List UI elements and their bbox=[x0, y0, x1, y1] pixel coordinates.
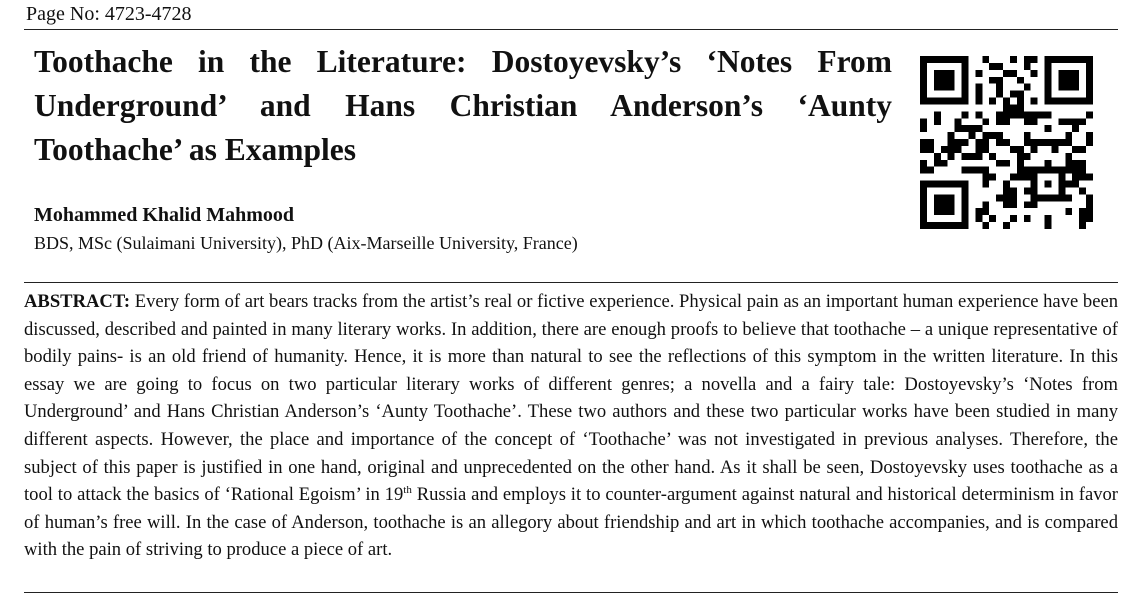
paper-title: Toothache in the Literature: Dostoyevsky’s ‘Notes From Underground’ and Hans Christian Anderson’s ‘Aunty Toothache’ as Examples bbox=[34, 44, 892, 167]
abstract-text bbox=[24, 283, 1118, 564]
abstract-label: ABSTRACT: bbox=[24, 291, 131, 312]
abstract-body-part2: Russia and employs it to counter-argument against natural and historical determinism in favor of human’s free will. In the case of Anderson, toothache is an allegory about friendship and art in which toothache accompanies, and is compared with the pain of striving to produce a piece of art. bbox=[24, 484, 1118, 561]
abstract-body-part1: Every form of art bears tracks from the artist’s real or fictive experience. Physical pain as an important human experience have been discussed, described and painted in many literary works. In addition, there are enough proofs to believe that toothache – a unique representative of bodily pains- is an old friend of humanity. Hence, it is more than natural to see the reflections of this symptom in the written literature. In this essay we are going to focus on two particular literary works of different genres; a novella and a fairy tale: Dostoyevsky’s ‘Notes from Underground’ and Hans Christian Anderson’s ‘Aunty Toothache’. These two authors and these two particular works have been studied in many different aspects. However, the place and importance of the concept of ‘Toothache’ was not investigated in previous analyses. Therefore, the subject of this paper is justified in one hand, original and unprecedented on the other hand. As it shall be seen, Dostoyevsky uses toothache as a tool to attack the basics of ‘Rational Egoism’ in 19 bbox=[24, 291, 1118, 506]
author-name: Mohammed Khalid Mahmood bbox=[34, 204, 295, 226]
page-number: Page No: 4723-4728 bbox=[26, 3, 192, 25]
abstract-section bbox=[24, 282, 1118, 593]
qr-code-icon bbox=[920, 56, 1093, 229]
author-affiliation: BDS, MSc (Sulaimani University), PhD (Aix-Marseille University, France) bbox=[34, 233, 578, 253]
abstract-superscript: th bbox=[403, 483, 412, 496]
header-divider bbox=[24, 29, 1118, 30]
